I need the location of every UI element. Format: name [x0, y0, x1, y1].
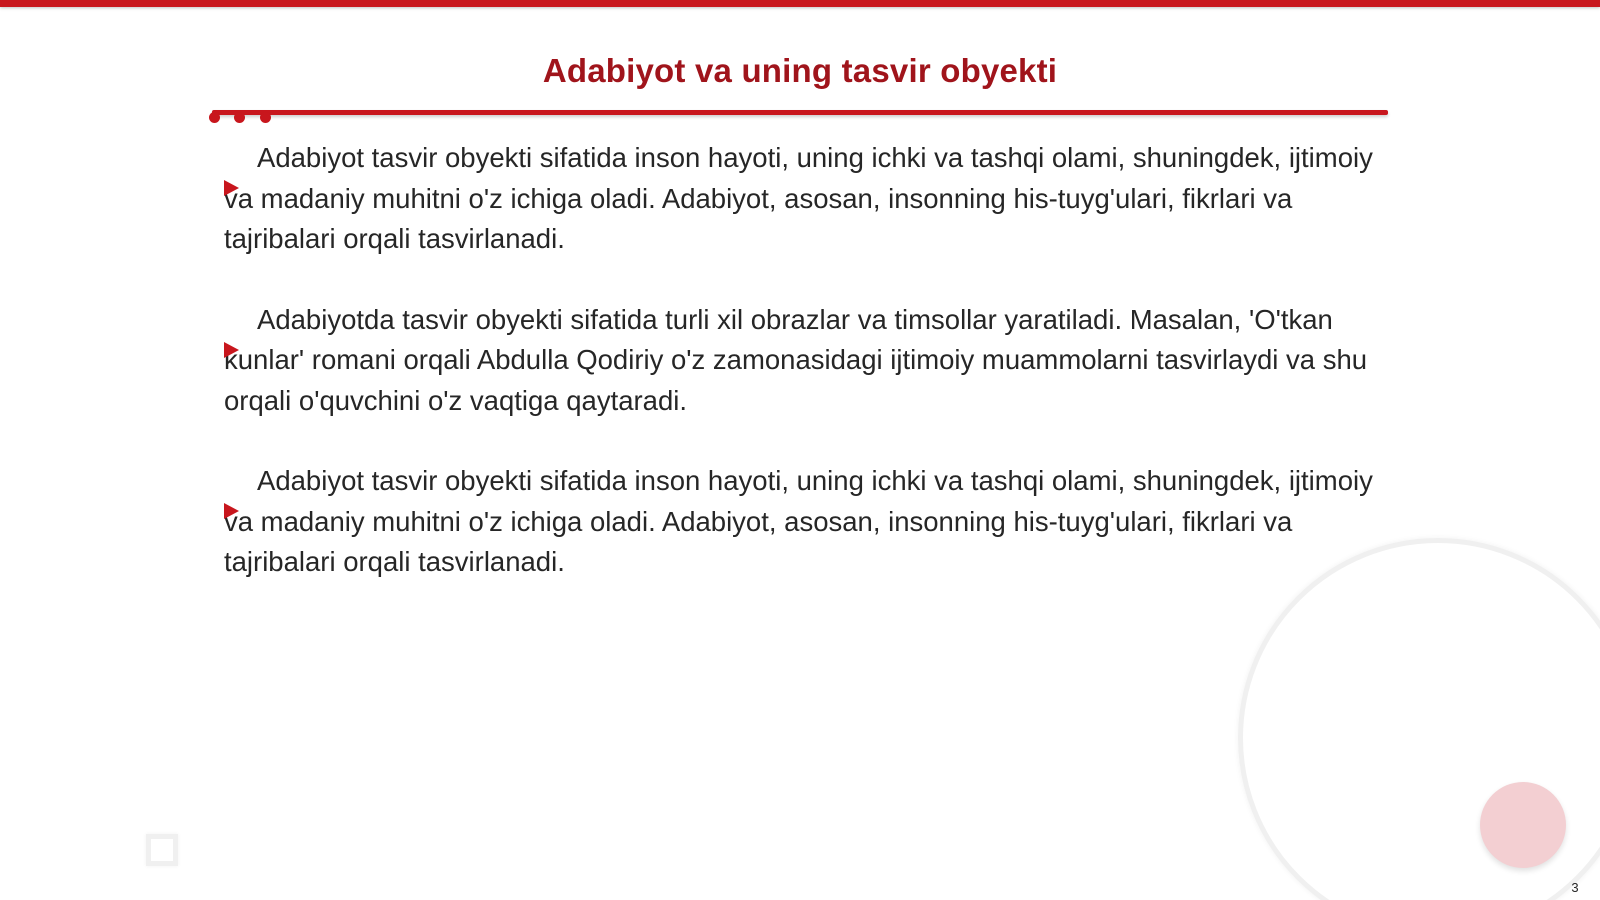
bullet-text: Adabiyot tasvir obyekti sifatida inson hayoti, uning ichki va tashqi olami, shuningdek, ijtimoiy va madaniy muhitni o'z ichiga oladi. Adabiyot, asosan, insonning his-tuyg'ulari, fikrlari va tajribalari orqali tasvirlanadi.	[224, 142, 1373, 254]
underline-dot	[260, 112, 271, 123]
slide-number: 3	[1571, 880, 1579, 895]
bullet-item	[224, 300, 1384, 422]
underline-dot	[209, 112, 220, 123]
triangle-right-icon	[224, 180, 239, 196]
bullet-text: Adabiyot tasvir obyekti sifatida inson hayoti, uning ichki va tashqi olami, shuningdek, ijtimoiy va madaniy muhitni o'z ichiga oladi. Adabiyot, asosan, insonning his-tuyg'ulari, fikrlari va tajribalari orqali tasvirlanadi.	[224, 465, 1373, 577]
triangle-right-icon	[224, 342, 239, 358]
slide-title: Adabiyot va uning tasvir obyekti	[542, 52, 1058, 89]
bullet-text: Adabiyotda tasvir obyekti sifatida turli xil obrazlar va timsollar yaratiladi. Masalan, 'O'tkan kunlar' romani orqali Abdulla Qodiriy o'z zamonasidagi ijtimoiy muammolarni tasvirlaydi va shu orqali o'quvchini o'z vaqtiga qaytaradi.	[224, 303, 1368, 416]
decorative-square	[146, 834, 178, 866]
underline-dot	[234, 112, 245, 123]
title-underline	[212, 110, 1388, 115]
bullet-item	[224, 138, 1384, 260]
triangle-right-icon	[224, 503, 239, 519]
top-accent-bar	[0, 0, 1600, 7]
bullet-list	[224, 138, 1384, 623]
bullet-item	[224, 461, 1384, 583]
decorative-pink-dot	[1480, 782, 1566, 868]
